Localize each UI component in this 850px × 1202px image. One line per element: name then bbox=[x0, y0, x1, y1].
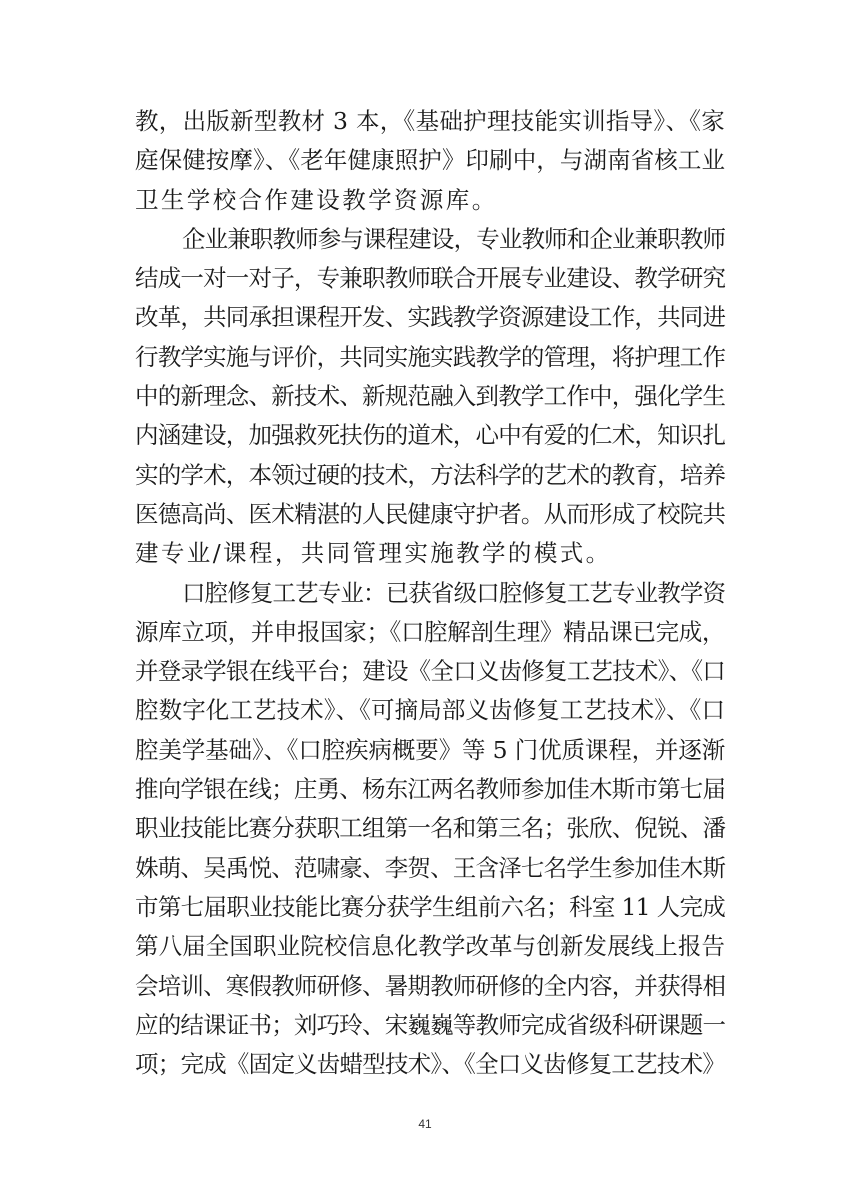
text-line: 中的新理念、新技术、新规范融入到教学工作中，强化学生 bbox=[135, 382, 726, 411]
text-line: 会培训、寒假教师研修、暑期教师研修的全内容，并获得相 bbox=[135, 971, 726, 1000]
text-line: 腔美学基础》、《口腔疾病概要》等 5 门优质课程，并逐渐 bbox=[135, 735, 725, 764]
text-line: 行教学实施与评价，共同实施实践教学的管理，将护理工作 bbox=[135, 342, 726, 371]
text-line: 庭保健按摩》、《老年健康照护》印刷中，与湖南省核工业 bbox=[135, 146, 725, 175]
text-line: 源库立项，并申报国家；《口腔解剖生理》精品课已完成， bbox=[135, 617, 725, 646]
text-line: 第八届全国职业院校信息化教学改革与创新发展线上报告 bbox=[135, 932, 725, 961]
text-line: 医德高尚、医术精湛的人民健康守护者。从而形成了校院共 bbox=[135, 499, 726, 528]
text-line: 姝萌、吴禹悦、范啸豪、李贺、王含泽七名学生参加佳木斯 bbox=[135, 853, 726, 882]
text-line: 企业兼职教师参与课程建设，专业教师和企业兼职教师 bbox=[182, 224, 725, 253]
text-line: 实的学术，本领过硬的技术，方法科学的艺术的教育，培养 bbox=[135, 460, 726, 489]
text-line: 结成一对一对子，专兼职教师联合开展专业建设、教学研究 bbox=[135, 264, 726, 293]
text-line: 内涵建设，加强救死扶伤的道术，心中有爱的仁术，知识扎 bbox=[135, 421, 726, 450]
text-line: 应的结课证书；刘巧玲、宋巍巍等教师完成省级科研课题一 bbox=[135, 1010, 726, 1039]
text-line: 卫生学校合作建设教学资源库。 bbox=[135, 185, 498, 214]
text-line: 并登录学银在线平台；建设《全口义齿修复工艺技术》、《口 bbox=[135, 657, 725, 686]
text-line: 口腔修复工艺专业：已获省级口腔修复工艺专业教学资 bbox=[182, 578, 725, 607]
text-line: 建专业/课程，共同管理实施教学的模式。 bbox=[135, 539, 612, 568]
text-line: 项；完成《固定义齿蜡型技术》、《全口义齿修复工艺技术》 bbox=[135, 1050, 725, 1079]
body-text bbox=[135, 102, 725, 1084]
text-line: 市第七届职业技能比赛分获学生组前六名；科室 11 人完成 bbox=[135, 892, 725, 921]
text-line: 推向学银在线；庄勇、杨东江两名教师参加佳木斯市第七届 bbox=[135, 775, 726, 804]
text-line: 职业技能比赛分获职工组第一名和第三名；张欣、倪锐、潘 bbox=[135, 814, 726, 843]
page-number: 41 bbox=[418, 1117, 432, 1131]
text-line: 腔数字化工艺技术》、《可摘局部义齿修复工艺技术》、《口 bbox=[135, 696, 725, 725]
text-line: 改革，共同承担课程开发、实践教学资源建设工作，共同进 bbox=[135, 303, 726, 332]
text-line: 教，出版新型教材 3 本，《基础护理技能实训指导》、《家 bbox=[135, 107, 725, 135]
